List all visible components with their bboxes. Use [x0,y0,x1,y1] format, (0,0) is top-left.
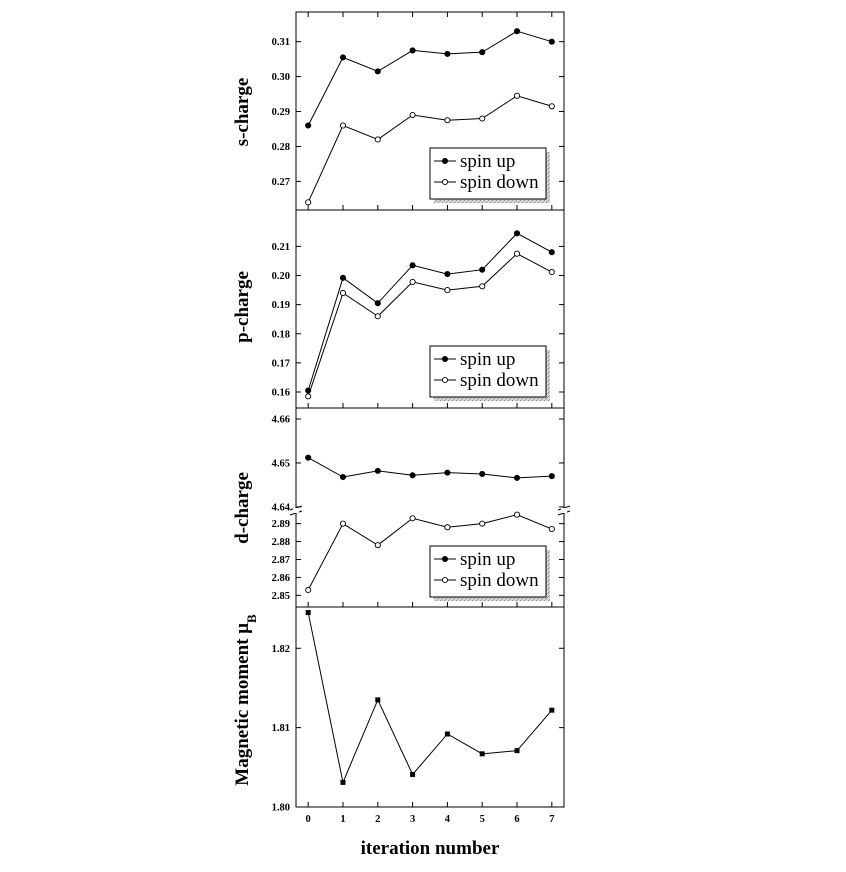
moment-ytick-label-2: 1.82 [271,643,290,655]
p-charge-series-1-point-0 [306,394,311,399]
xtick-label-5: 5 [479,814,485,825]
ylabel-p-charge: p-charge [232,271,253,343]
xtick-label-1: 1 [340,814,346,825]
p-charge-series-1-point-1 [340,290,345,295]
moment-series-0-line [308,613,552,783]
xlabel: iteration number [360,838,500,859]
p-charge-ytick-label-0: 0.16 [271,387,290,399]
p-charge-series-0-point-1 [340,275,345,280]
s-charge-series-0-point-0 [306,123,311,128]
p-charge-series-1-point-4 [445,287,450,292]
s-charge-series-0-point-1 [340,55,345,60]
s-charge-series-1-point-5 [480,116,485,121]
d-charge-legend-marker-0 [442,556,447,561]
s-charge-ytick-label-3: 0.30 [271,72,290,84]
d-charge-upper-series-0-point-3 [410,473,415,478]
d-charge-lower-ytick-label-0: 2.85 [271,590,290,602]
p-charge-series-0-point-4 [445,271,450,276]
d-charge-lower-series-0-point-5 [480,521,485,526]
p-charge-legend-label-0: spin up [460,349,516,370]
p-charge-ytick-label-2: 0.18 [271,329,290,341]
s-charge-ytick-label-4: 0.31 [271,37,290,49]
moment-series-0-point-3 [410,772,415,777]
p-charge-series-1-point-2 [375,314,380,319]
moment-series-0-point-6 [515,748,520,753]
ylabel-subscript-b: B [243,614,259,623]
s-charge-series-1-point-2 [375,137,380,142]
s-charge-ytick-label-2: 0.29 [271,107,290,119]
s-charge-series-0-point-5 [480,50,485,55]
d-charge-lower-ytick-label-2: 2.87 [271,555,290,566]
moment-series-0-point-1 [340,780,345,785]
d-charge-lower-series-0-point-3 [410,516,415,521]
s-charge-ytick-label-0: 0.27 [271,176,290,188]
xtick-label-2: 2 [375,814,381,825]
s-charge-legend-marker-1 [442,179,447,184]
chart-marks [272,12,564,825]
p-charge-legend-marker-0 [442,356,447,361]
s-charge-series-0-point-6 [514,29,519,34]
xtick-label-3: 3 [409,814,416,825]
d-charge-legend-label-0: spin up [460,549,516,570]
s-charge-ytick-label-1: 0.28 [271,141,290,153]
s-charge-series-0-point-2 [375,69,380,74]
s-charge-series-1-point-1 [340,123,345,128]
ylabel-magnetic-moment-text: Magnetic moment [232,638,253,786]
s-charge-series-0-line [308,31,552,125]
p-charge-series-0-point-6 [514,231,519,236]
p-charge-series-1-point-7 [549,269,554,274]
d-charge-upper-ytick-label-2: 4.66 [271,414,290,426]
xtick-label-6: 6 [514,814,520,825]
s-charge-legend-label-0: spin up [460,151,516,172]
d-charge-legend-label-1: spin down [460,570,539,591]
p-charge-series-0-point-5 [480,267,485,272]
p-charge-ytick-label-1: 0.17 [271,358,290,370]
xtick-label-0: 0 [305,814,311,825]
p-charge-series-0-point-7 [549,250,554,255]
d-charge-lower-series-0-point-2 [375,543,380,548]
xtick-label-4: 4 [444,814,451,825]
moment-series-0-point-2 [375,697,380,702]
moment-series-0-point-7 [549,708,554,713]
panel-frame-moment [296,607,564,807]
p-charge-series-0-point-2 [375,301,380,306]
xtick-label-7: 7 [549,814,555,825]
p-charge-series-1-point-6 [514,251,519,256]
d-charge-upper-series-0-point-2 [375,468,380,473]
d-charge-upper-series-0-point-1 [340,474,345,479]
d-charge-upper-series-0-point-6 [514,475,519,480]
s-charge-legend-label-1: spin down [460,172,539,193]
moment-series-0-point-0 [306,610,311,615]
s-charge-series-1-point-0 [306,200,311,205]
p-charge-ytick-label-4: 0.20 [271,271,290,283]
p-charge-ytick-label-5: 0.21 [271,241,290,253]
d-charge-upper-series-0-point-0 [306,455,311,460]
d-charge-lower-series-0-point-6 [514,512,519,517]
p-charge-ytick-label-3: 0.19 [271,300,290,312]
s-charge-series-1-point-7 [549,104,554,109]
ylabel-magnetic-moment [232,614,259,786]
d-charge-lower-series-0-point-7 [549,526,554,531]
ylabel-mu-symbol: μ [232,622,253,634]
d-charge-upper-series-0-point-4 [445,470,450,475]
moment-ytick-label-1: 1.81 [271,723,290,735]
p-charge-series-1-point-5 [480,284,485,289]
d-charge-lower-ytick-label-1: 2.86 [271,572,290,584]
d-charge-upper-ytick-label-0: 4.64 [271,502,290,514]
d-charge-lower-series-0-point-0 [306,587,311,592]
ylabel-s-charge: s-charge [232,77,253,147]
moment-ytick-label-0: 1.80 [271,802,290,814]
d-charge-lower-series-0-point-1 [340,521,345,526]
p-charge-series-1-point-3 [410,279,415,284]
s-charge-series-0-point-4 [445,51,450,56]
s-charge-legend-marker-0 [442,158,447,163]
p-charge-legend-marker-1 [442,377,447,382]
d-charge-upper-series-0-point-5 [480,471,485,476]
d-charge-upper-ytick-label-1: 4.65 [271,458,290,470]
moment-series-0-point-4 [445,731,450,736]
s-charge-series-1-point-3 [410,112,415,117]
d-charge-lower-series-0-point-4 [445,525,450,530]
p-charge-series-0-point-3 [410,263,415,268]
s-charge-series-1-point-6 [514,93,519,98]
d-charge-lower-ytick-label-4: 2.89 [271,519,290,531]
d-charge-legend-marker-1 [442,577,447,582]
p-charge-legend-label-1: spin down [460,370,539,391]
s-charge-series-0-point-7 [549,39,554,44]
s-charge-series-1-point-4 [445,118,450,123]
moment-series-0-point-5 [480,751,485,756]
d-charge-upper-series-0-point-7 [549,474,554,479]
d-charge-lower-ytick-label-3: 2.88 [271,537,290,549]
s-charge-series-0-point-3 [410,48,415,53]
ylabel-d-charge: d-charge [232,472,253,544]
